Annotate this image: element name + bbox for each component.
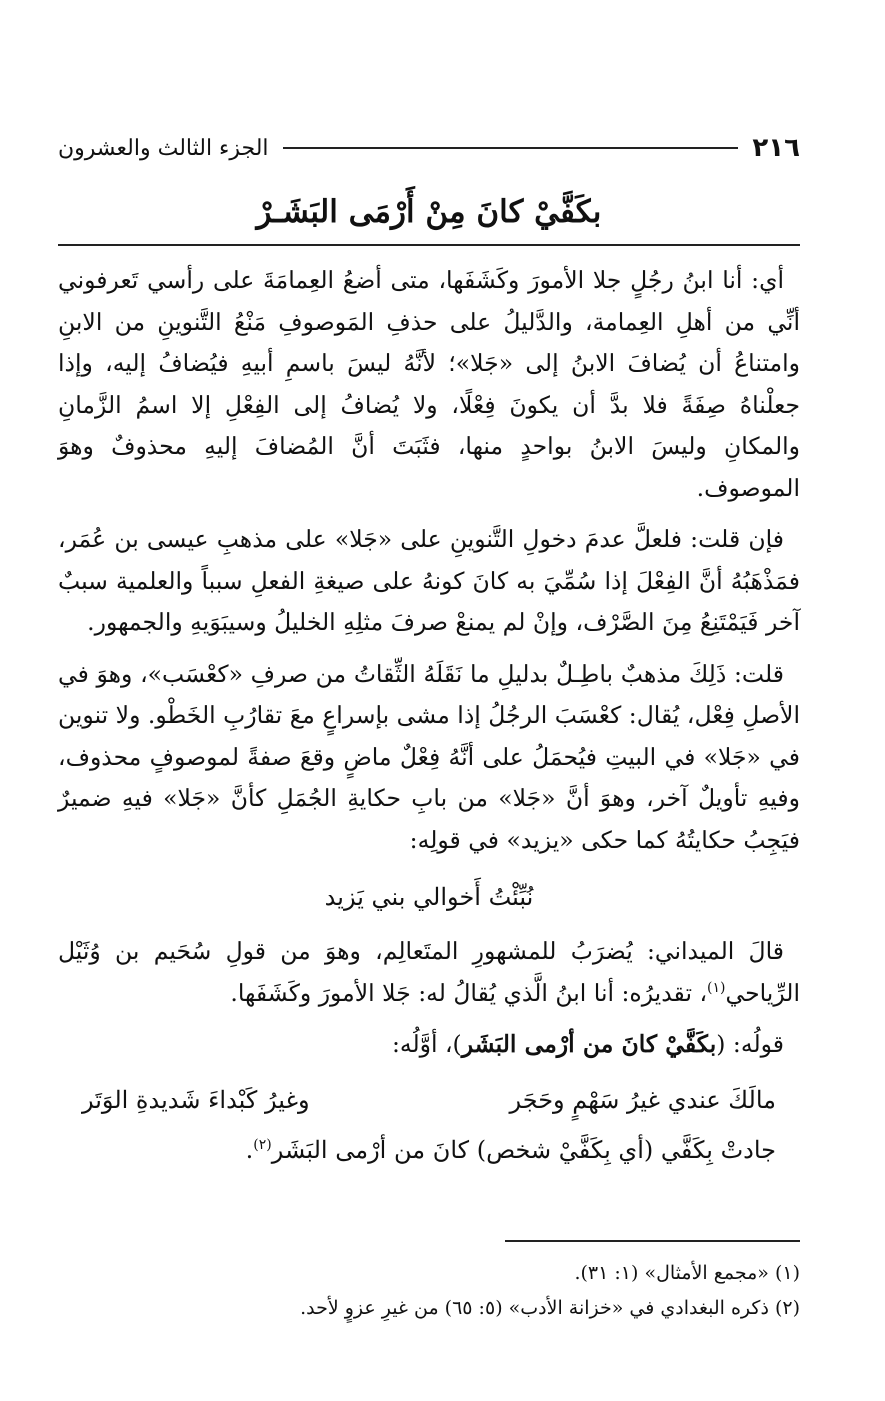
- heading-rule: [58, 244, 800, 246]
- verse-line: نُبِّئْتُ أَخوالي بني يَزيد: [324, 883, 534, 911]
- paragraph-explanation: أي: أنا ابنُ رجُلٍ جلا الأمورَ وكَشَفَها، متى أضعُ العِمامَةَ على رأسي تَعرفوني أنِّي من أهلِ العِمامة، والدَّليلُ على حذفِ المَوصوفِ مَنْعُ التَّنوينِ من الابنِ وامتناعُ أن يُضافَ الابنُ إلى «جَلا»؛ لأنَّهُ ليسَ باسمِ أبيهِ فيُضافُ إليه، وإذا جعلْناهُ صِفَةً فلا بدَّ أن يكونَ فِعْلًا، ولا يُضافُ إلى الفِعْلِ إلا اسمُ الزَّمانِ والمكانِ وليسَ الابنُ بواحدٍ منها، فثَبَتَ أنَّ المُضافَ إليهِ محذوفٌ وهوَ الموصوف.: [58, 266, 800, 502]
- qawluhu-suffix: )، أوَّلُه:: [391, 1030, 462, 1058]
- qawluhu-prefix: قولُه: (: [716, 1030, 784, 1058]
- qawluhu-quote: بكَفَّيْ كانَ من أرْمى البَشَر: [461, 1030, 717, 1058]
- first-hemistich: مالَكَ عندي غيرُ سَهْمٍ وحَجَر: [509, 1085, 776, 1114]
- footnote-rule: [505, 1240, 800, 1242]
- volume-title: الجزء الثالث والعشرون: [58, 135, 269, 161]
- maydani-rest: ، تقديرُه: أنا ابنُ الَّذي يُقالُ له: جَلا الأمورَ وكَشَفَها.: [230, 978, 708, 1007]
- footnote-2: (٢) ذكره البغدادي في «خزانة الأدب» (٥: ٦٥) من غيرِ عزوٍ لأحد.: [300, 1297, 800, 1319]
- poem-couplet: [82, 1076, 776, 1124]
- paragraph-qawluhu: [58, 1024, 800, 1066]
- closing-end: .: [245, 1135, 254, 1164]
- page-number: ٢١٦: [752, 133, 800, 163]
- running-header: [58, 128, 800, 168]
- paragraph-objection: فإن قلت: فلعلَّ عدمَ دخولِ التَّنوينِ على «جَلا» على مذهبِ عيسى بن عُمَر، فمَذْهَبُهُ أنَّ الفِعْلَ إذا سُمِّيَ به كانَ كونهُ على صيغةِ الفعلِ سبباً والعلمية سببٌ آخر فَيَمْتَنِعُ مِنَ الصَّرْف، وإنْ لم يمنعْ صرفَ مثلِهِ الخليلُ وسيبَوَيهِ والجمهور.: [58, 525, 800, 636]
- footnote-marker-1[interactable]: (١): [707, 979, 726, 996]
- footnotes: [58, 1256, 800, 1326]
- chapter-heading: بكَفَّيْ كانَ مِنْ أَرْمَى البَشَـرْ: [256, 194, 602, 230]
- footnote-marker-2[interactable]: (٢): [253, 1136, 272, 1153]
- second-hemistich: وغيرُ كَبْداءَ شَديدةِ الوَتَر: [82, 1085, 310, 1114]
- footnote-1: (١) «مجمع الأمثال» (١: ٣١).: [574, 1262, 800, 1284]
- page-body: [58, 128, 800, 1174]
- header-rule: [283, 147, 739, 149]
- paragraph-maydani: [58, 931, 800, 1014]
- poem-closing-line: [58, 1126, 776, 1174]
- maydani-text: قالَ الميداني: يُضرَبُ للمشهورِ المتَعالِم، وهوَ من قولِ سُحَيم بن وُثَيْل الرِّياحي: [58, 937, 800, 1007]
- paragraph-reply: قلت: ذَلِكَ مذهبٌ باطِـلٌ بدليلِ ما نَقَلَهُ الثِّقاتُ من صرفِ «كعْسَب»، وهوَ في الأصلِ فِعْل، يُقال: كعْسَبَ الرجُلُ إذا مشى بإسراعٍ معَ تقارُبِ الخَطْو. ولا تنوين في «جَلا» في البيتِ فيُحمَلُ على أنَّهُ فِعْلٌ ماضٍ وقعَ صفةً لموصوفٍ محذوف، وفيهِ تأويلٌ آخر، وهوَ أنَّ «جَلا» من بابِ حكايةِ الجُمَلِ كأنَّ «جَلا» فيهِ ضميرٌ فيَجِبُ حكايتُهُ كما حكى «يزيد» في قولِه:: [58, 659, 800, 854]
- closing-text: جادتْ بِكَفَّي (أي بِكَفَّيْ شخص) كانَ من أرْمى البَشَر: [271, 1135, 776, 1164]
